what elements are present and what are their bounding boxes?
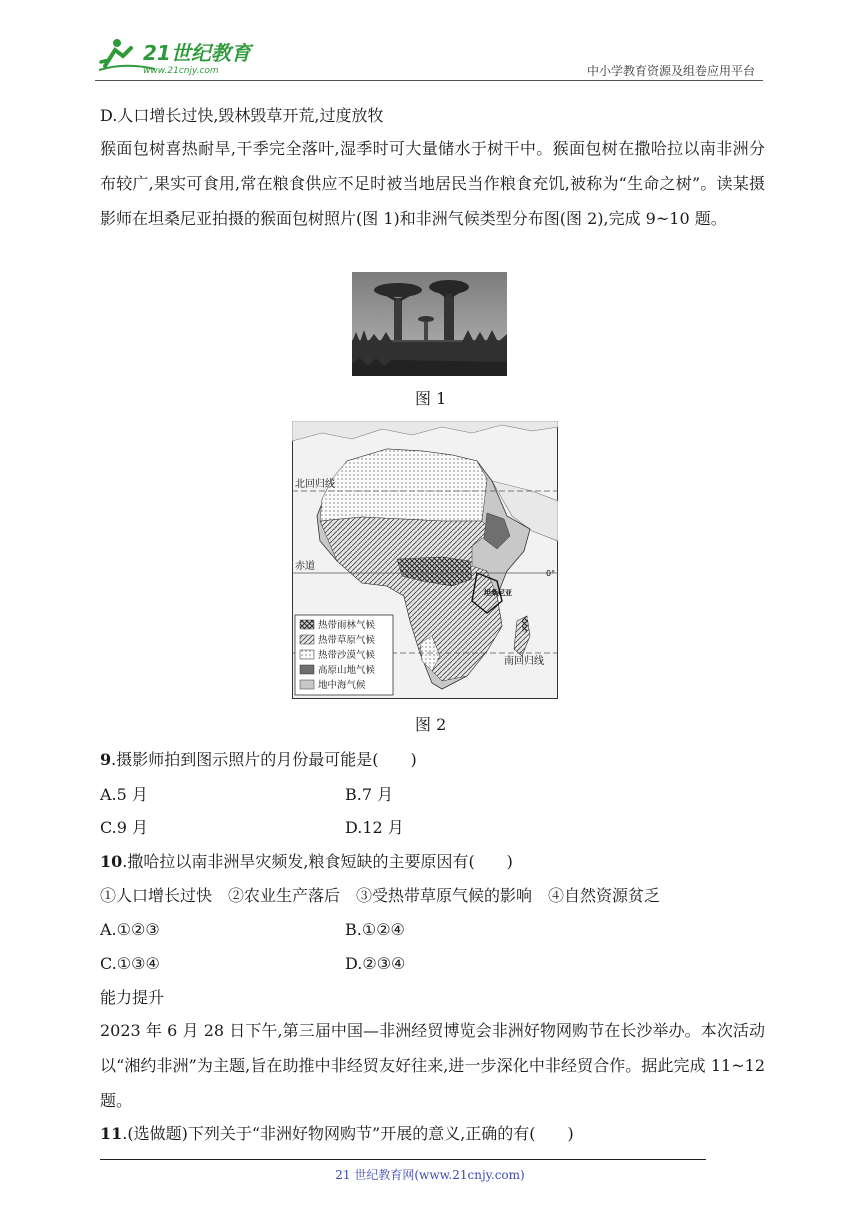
passage-expo: 2023 年 6 月 28 日下午,第三届中国—非洲经贸博览会非洲好物网购节在长沙举办。本次活动以“湘约非洲”为主题,旨在助推中非经贸友好往来,进一步深化中非经贸合作。据此完成 11~12 题。 <box>100 1021 765 1110</box>
figure1-caption: 图 1 <box>415 389 447 408</box>
question-10 <box>100 852 513 872</box>
q10-option-a[interactable]: A.①②③ <box>100 920 160 939</box>
prev-question-option-d: D.人口增长过快,毁林毁草开荒,过度放牧 <box>100 106 384 125</box>
legend-rainforest: 热带雨林气候 <box>318 620 376 631</box>
q10-option-d[interactable]: D.②③④ <box>345 954 406 973</box>
logo-wordmark: 21世纪教育 <box>143 41 251 65</box>
q9-number: 9 <box>100 750 112 769</box>
q9-option-b[interactable]: B.7 月 <box>345 785 394 804</box>
q9-option-d[interactable]: D.12 月 <box>345 818 404 837</box>
page-header <box>95 30 763 80</box>
q10-option-b[interactable]: B.①②④ <box>345 920 405 939</box>
label-tropic-north: 北回归线 <box>295 479 335 490</box>
legend-savanna: 热带草原气候 <box>318 635 376 646</box>
africa-climate-map <box>292 421 558 699</box>
label-zero-degree: 0° <box>546 569 556 578</box>
q10-option-c[interactable]: C.①③④ <box>100 954 160 973</box>
q11-number: 11 <box>100 1124 123 1143</box>
figure2-caption: 图 2 <box>415 715 447 734</box>
question-9 <box>100 750 417 770</box>
q10-number: 10 <box>100 852 123 871</box>
site-logo <box>95 36 265 76</box>
footer-link[interactable]: 21 世纪教育网(www.21cnjy.com) <box>335 1168 525 1182</box>
q10-stem: .撒哈拉以南非洲旱灾频发,粮食短缺的主要原因有( ) <box>122 852 513 871</box>
baobab-photo <box>352 272 507 376</box>
q10-items: ①人口增长过快 ②农业生产落后 ③受热带草原气候的影响 ④自然资源贫乏 <box>100 886 661 905</box>
label-tropic-south: 南回归线 <box>504 656 544 667</box>
legend-mediterranean: 地中海气候 <box>318 680 366 691</box>
q11-stem: .(选做题)下列关于“非洲好物网购节”开展的意义,正确的有( ) <box>122 1124 574 1143</box>
footer-divider <box>100 1159 706 1160</box>
label-equator: 赤道 <box>295 561 315 572</box>
legend-highland: 高原山地气候 <box>318 665 376 676</box>
section-title: 能力提升 <box>100 988 165 1007</box>
q9-option-c[interactable]: C.9 月 <box>100 818 149 837</box>
legend-desert: 热带沙漠气候 <box>318 650 376 661</box>
label-tanzania: 坦桑尼亚 <box>484 589 512 597</box>
passage-baobab: 猴面包树喜热耐旱,干季完全落叶,湿季时可大量储水于树干中。猴面包树在撒哈拉以南非洲分布较广,果实可食用,常在粮食供应不足时被当地居民当作粮食充饥,被称为“生命之树”。读某摄影师在坦桑尼亚拍摄的猴面包树照片(图 1)和非洲气候类型分布图(图 2),完成 9~10 题。 <box>100 139 765 228</box>
question-11 <box>100 1124 574 1144</box>
logo-url: www.21cnjy.com <box>143 66 219 76</box>
q9-option-a[interactable]: A.5 月 <box>100 785 148 804</box>
map-legend <box>295 615 393 695</box>
header-divider <box>95 80 763 81</box>
q9-stem: .摄影师拍到图示照片的月份最可能是( ) <box>111 750 417 769</box>
header-platform-text: 中小学教育资源及组卷应用平台 <box>586 64 755 78</box>
